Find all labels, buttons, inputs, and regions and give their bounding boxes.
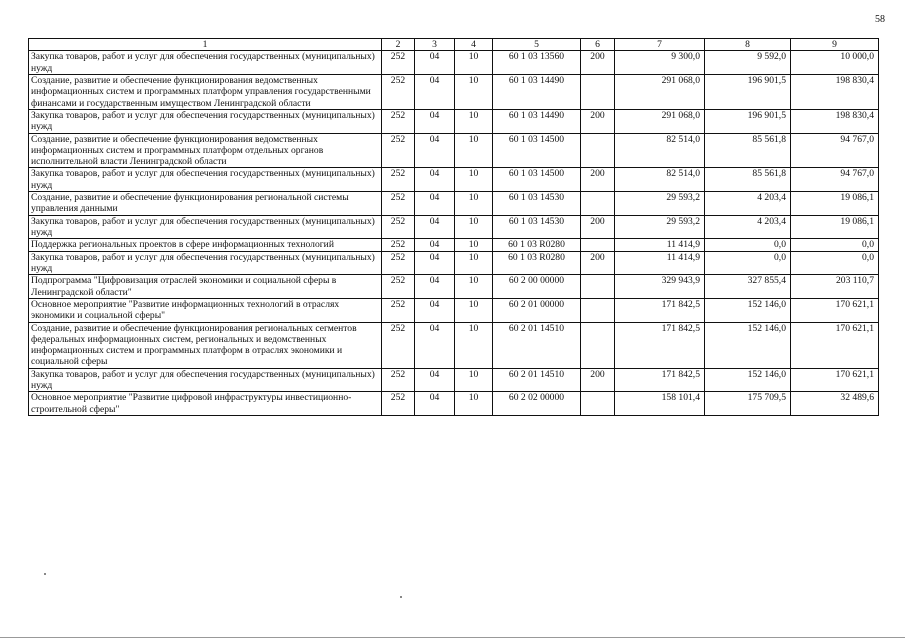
row-description: Поддержка региональных проектов в сфере информационных технологий [29, 239, 382, 251]
amount-col-8: 152 146,0 [705, 368, 791, 392]
col-2-code: 252 [382, 192, 415, 216]
amount-col-8: 85 561,8 [705, 133, 791, 168]
col-4-code: 10 [455, 51, 493, 75]
amount-col-9: 198 830,4 [791, 74, 879, 109]
expense-type-code [581, 322, 615, 368]
col-2-code: 252 [382, 168, 415, 192]
header-cell: 5 [493, 39, 581, 51]
col-2-code: 252 [382, 322, 415, 368]
expense-type-code [581, 239, 615, 251]
header-cell: 6 [581, 39, 615, 51]
amount-col-7: 291 068,0 [615, 74, 705, 109]
header-cell: 4 [455, 39, 493, 51]
col-3-code: 04 [415, 298, 455, 322]
page-edge-line [0, 637, 905, 638]
amount-col-9: 170 621,1 [791, 322, 879, 368]
amount-col-8: 0,0 [705, 239, 791, 251]
amount-col-9: 19 086,1 [791, 192, 879, 216]
col-4-code: 10 [455, 168, 493, 192]
amount-col-7: 82 514,0 [615, 133, 705, 168]
table-row [29, 251, 879, 275]
col-2-code: 252 [382, 298, 415, 322]
header-row [29, 39, 879, 51]
expense-type-code: 200 [581, 109, 615, 133]
amount-col-7: 171 842,5 [615, 368, 705, 392]
target-article-code: 60 1 03 14490 [493, 74, 581, 109]
table-row [29, 215, 879, 239]
col-4-code: 10 [455, 215, 493, 239]
header-cell: 7 [615, 39, 705, 51]
row-description: Закупка товаров, работ и услуг для обеспечения государственных (муниципальных) нужд [29, 109, 382, 133]
expense-type-code [581, 392, 615, 416]
amount-col-8: 152 146,0 [705, 322, 791, 368]
amount-col-7: 329 943,9 [615, 275, 705, 299]
expense-type-code: 200 [581, 251, 615, 275]
col-2-code: 252 [382, 51, 415, 75]
target-article-code: 60 1 03 14500 [493, 168, 581, 192]
expense-type-code [581, 192, 615, 216]
amount-col-7: 11 414,9 [615, 251, 705, 275]
amount-col-9: 0,0 [791, 239, 879, 251]
amount-col-8: 85 561,8 [705, 168, 791, 192]
amount-col-8: 4 203,4 [705, 215, 791, 239]
target-article-code: 60 2 02 00000 [493, 392, 581, 416]
col-4-code: 10 [455, 322, 493, 368]
amount-col-9: 10 000,0 [791, 51, 879, 75]
col-2-code: 252 [382, 74, 415, 109]
expense-type-code: 200 [581, 168, 615, 192]
table-row [29, 74, 879, 109]
target-article-code: 60 1 03 13560 [493, 51, 581, 75]
amount-col-9: 0,0 [791, 251, 879, 275]
amount-col-7: 171 842,5 [615, 298, 705, 322]
amount-col-7: 29 593,2 [615, 215, 705, 239]
col-2-code: 252 [382, 215, 415, 239]
header-cell: 8 [705, 39, 791, 51]
col-2-code: 252 [382, 368, 415, 392]
target-article-code: 60 2 01 14510 [493, 322, 581, 368]
col-3-code: 04 [415, 251, 455, 275]
target-article-code: 60 2 00 00000 [493, 275, 581, 299]
expense-type-code: 200 [581, 368, 615, 392]
target-article-code: 60 1 03 14490 [493, 109, 581, 133]
table-row [29, 298, 879, 322]
expense-type-code [581, 74, 615, 109]
amount-col-9: 32 489,6 [791, 392, 879, 416]
col-3-code: 04 [415, 192, 455, 216]
col-3-code: 04 [415, 133, 455, 168]
amount-col-7: 171 842,5 [615, 322, 705, 368]
header-cell: 3 [415, 39, 455, 51]
col-4-code: 10 [455, 298, 493, 322]
row-description: Основное мероприятие "Развитие цифровой инфраструктуры инвестиционно-строительной сферы" [29, 392, 382, 416]
row-description: Основное мероприятие "Развитие информационных технологий в отраслях экономики и социальной сферы" [29, 298, 382, 322]
table-row [29, 275, 879, 299]
amount-col-9: 94 767,0 [791, 133, 879, 168]
amount-col-7: 291 068,0 [615, 109, 705, 133]
expense-type-code: 200 [581, 51, 615, 75]
col-4-code: 10 [455, 109, 493, 133]
target-article-code: 60 1 03 14530 [493, 215, 581, 239]
table-body [29, 51, 879, 416]
col-2-code: 252 [382, 133, 415, 168]
amount-col-9: 170 621,1 [791, 368, 879, 392]
amount-col-8: 175 709,5 [705, 392, 791, 416]
col-3-code: 04 [415, 368, 455, 392]
target-article-code: 60 1 03 R0280 [493, 251, 581, 275]
page-number: 58 [875, 14, 885, 25]
col-3-code: 04 [415, 109, 455, 133]
table-row [29, 133, 879, 168]
header-cell: 9 [791, 39, 879, 51]
amount-col-8: 9 592,0 [705, 51, 791, 75]
col-4-code: 10 [455, 133, 493, 168]
amount-col-8: 196 901,5 [705, 109, 791, 133]
amount-col-8: 0,0 [705, 251, 791, 275]
col-4-code: 10 [455, 74, 493, 109]
amount-col-8: 196 901,5 [705, 74, 791, 109]
row-description: Создание, развитие и обеспечение функционирования ведомственных информационных систем и программных платформ управления государственными финансами и государственным имуществом Ленинградской области [29, 74, 382, 109]
amount-col-7: 29 593,2 [615, 192, 705, 216]
col-3-code: 04 [415, 392, 455, 416]
amount-col-9: 170 621,1 [791, 298, 879, 322]
budget-table [28, 38, 879, 416]
amount-col-9: 19 086,1 [791, 215, 879, 239]
table-row [29, 239, 879, 251]
col-2-code: 252 [382, 251, 415, 275]
row-description: Закупка товаров, работ и услуг для обеспечения государственных (муниципальных) нужд [29, 51, 382, 75]
col-4-code: 10 [455, 251, 493, 275]
col-4-code: 10 [455, 192, 493, 216]
row-description: Подпрограмма "Цифровизация отраслей экономики и социальной сферы в Ленинградской области" [29, 275, 382, 299]
target-article-code: 60 2 01 00000 [493, 298, 581, 322]
table-row [29, 51, 879, 75]
row-description: Закупка товаров, работ и услуг для обеспечения государственных (муниципальных) нужд [29, 168, 382, 192]
col-3-code: 04 [415, 239, 455, 251]
col-3-code: 04 [415, 275, 455, 299]
table-row [29, 109, 879, 133]
col-3-code: 04 [415, 215, 455, 239]
table-row [29, 192, 879, 216]
header-cell: 2 [382, 39, 415, 51]
row-description: Создание, развитие и обеспечение функционирования ведомственных информационных систем и программных платформ отдельных органов исполнительной власти Ленинградской области [29, 133, 382, 168]
amount-col-8: 327 855,4 [705, 275, 791, 299]
row-description: Создание, развитие и обеспечение функционирования региональной системы управления данными [29, 192, 382, 216]
col-4-code: 10 [455, 392, 493, 416]
target-article-code: 60 1 03 14530 [493, 192, 581, 216]
col-4-code: 10 [455, 239, 493, 251]
expense-type-code: 200 [581, 215, 615, 239]
table-row [29, 168, 879, 192]
header-cell: 1 [29, 39, 382, 51]
col-3-code: 04 [415, 51, 455, 75]
col-3-code: 04 [415, 168, 455, 192]
amount-col-8: 4 203,4 [705, 192, 791, 216]
amount-col-7: 11 414,9 [615, 239, 705, 251]
expense-type-code [581, 275, 615, 299]
col-3-code: 04 [415, 74, 455, 109]
scan-dot [44, 573, 46, 575]
col-2-code: 252 [382, 239, 415, 251]
amount-col-9: 203 110,7 [791, 275, 879, 299]
col-2-code: 252 [382, 392, 415, 416]
table-row [29, 368, 879, 392]
expense-type-code [581, 298, 615, 322]
col-4-code: 10 [455, 275, 493, 299]
target-article-code: 60 2 01 14510 [493, 368, 581, 392]
amount-col-7: 82 514,0 [615, 168, 705, 192]
table-row [29, 322, 879, 368]
scan-dot [400, 596, 402, 598]
col-4-code: 10 [455, 368, 493, 392]
amount-col-9: 198 830,4 [791, 109, 879, 133]
amount-col-9: 94 767,0 [791, 168, 879, 192]
row-description: Создание, развитие и обеспечение функционирования региональных сегментов федеральных информационных систем, региональных и ведомственных информационных систем и программных платформ в отраслях экономики и социальной сферы [29, 322, 382, 368]
col-3-code: 04 [415, 322, 455, 368]
target-article-code: 60 1 03 14500 [493, 133, 581, 168]
row-description: Закупка товаров, работ и услуг для обеспечения государственных (муниципальных) нужд [29, 368, 382, 392]
row-description: Закупка товаров, работ и услуг для обеспечения государственных (муниципальных) нужд [29, 215, 382, 239]
amount-col-7: 158 101,4 [615, 392, 705, 416]
target-article-code: 60 1 03 R0280 [493, 239, 581, 251]
table-row [29, 392, 879, 416]
row-description: Закупка товаров, работ и услуг для обеспечения государственных (муниципальных) нужд [29, 251, 382, 275]
expense-type-code [581, 133, 615, 168]
col-2-code: 252 [382, 109, 415, 133]
amount-col-7: 9 300,0 [615, 51, 705, 75]
amount-col-8: 152 146,0 [705, 298, 791, 322]
col-2-code: 252 [382, 275, 415, 299]
